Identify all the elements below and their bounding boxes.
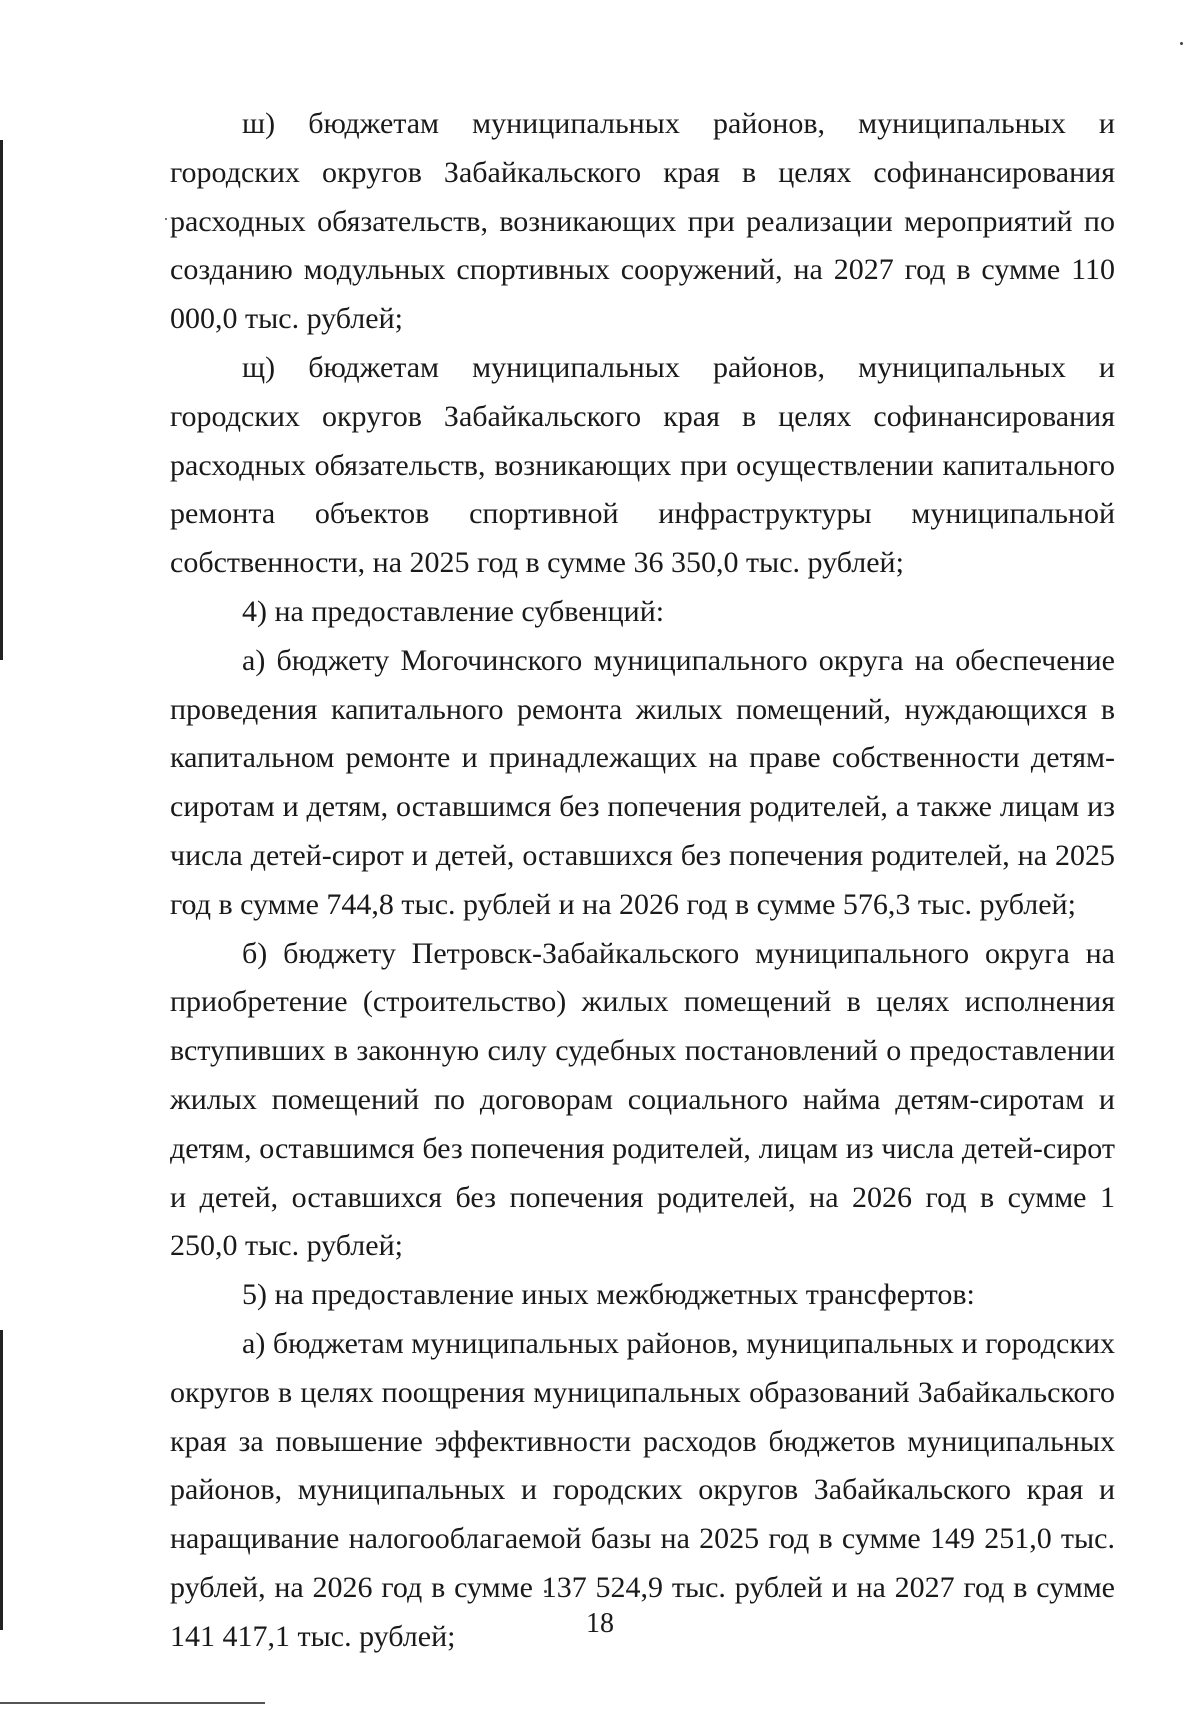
paragraph-subvention-b: б) бюджету Петровск-Забайкальского муниципального округа на приобретение (строительство) жилых помещений в целях исполнения вступивших в законную силу судебных постановлений о предоставлении жилых помещений по договорам социального найма детям-сиротам и детям, оставшимся без попечения родителей, лицам из числа детей-сирот и детей, оставшихся без попечения родителей, на 2026 год в сумме 1 250,0 тыс. рублей;	[170, 936, 1115, 1263]
paragraph-shch: щ) бюджетам муниципальных районов, муниципальных и городских округов Забайкальского края в целях софинансирования расходных обязательств, возникающих при осуществлении капитального ремонта объектов спортивной инфраструктуры муниципальной собственности, на 2025 год в сумме 36 350,0 тыс. рублей;	[170, 350, 1115, 580]
scan-edge-left-top	[0, 140, 3, 660]
scan-edge-left-bottom	[0, 1330, 3, 1630]
paragraph-subvention-a: а) бюджету Могочинского муниципального округа на обеспечение проведения капитального ремонта жилых помещений, нуждающихся в капитальном ремонте и принадлежащих на праве собственности детям-сиротам и детям, оставшимся без попечения родителей, а также лицам из числа детей-сирот и детей, оставшихся без попечения родителей, на 2025 год в сумме 744,8 тыс. рублей и на 2026 год в сумме 576,3 тыс. рублей;	[170, 643, 1115, 921]
scan-speck	[165, 218, 167, 220]
page-number: 18	[586, 1608, 614, 1639]
paragraph-subventions-heading: 4) на предоставление субвенций:	[242, 594, 665, 628]
paragraph-transfer-a: а) бюджетам муниципальных районов, муниципальных и городских округов в целях поощрения муниципальных образований Забайкальского края за повышение эффективности расходов бюджетов муниципальных районов, муниципальных и городских округов Забайкальского края и наращивание налогооблагаемой базы на 2025 год в сумме 149 251,0 тыс. рублей, на 2026 год в сумме 137 524,9 тыс. рублей и на 2027 год в сумме 141 417,1 тыс. рублей;	[170, 1326, 1115, 1653]
paragraph-sh: ш) бюджетам муниципальных районов, муниципальных и городских округов Забайкальского края в целях софинансирования расходных обязательств, возникающих при реализации мероприятий по созданию модульных спортивных сооружений, на 2027 год в сумме 110 000,0 тыс. рублей;	[170, 107, 1115, 336]
paragraph-transfers-heading: 5) на предоставление иных межбюджетных трансфертов:	[242, 1278, 975, 1312]
scan-edge-bottom	[0, 1702, 265, 1704]
scan-speck	[1180, 42, 1183, 45]
body-text	[170, 100, 1115, 1662]
